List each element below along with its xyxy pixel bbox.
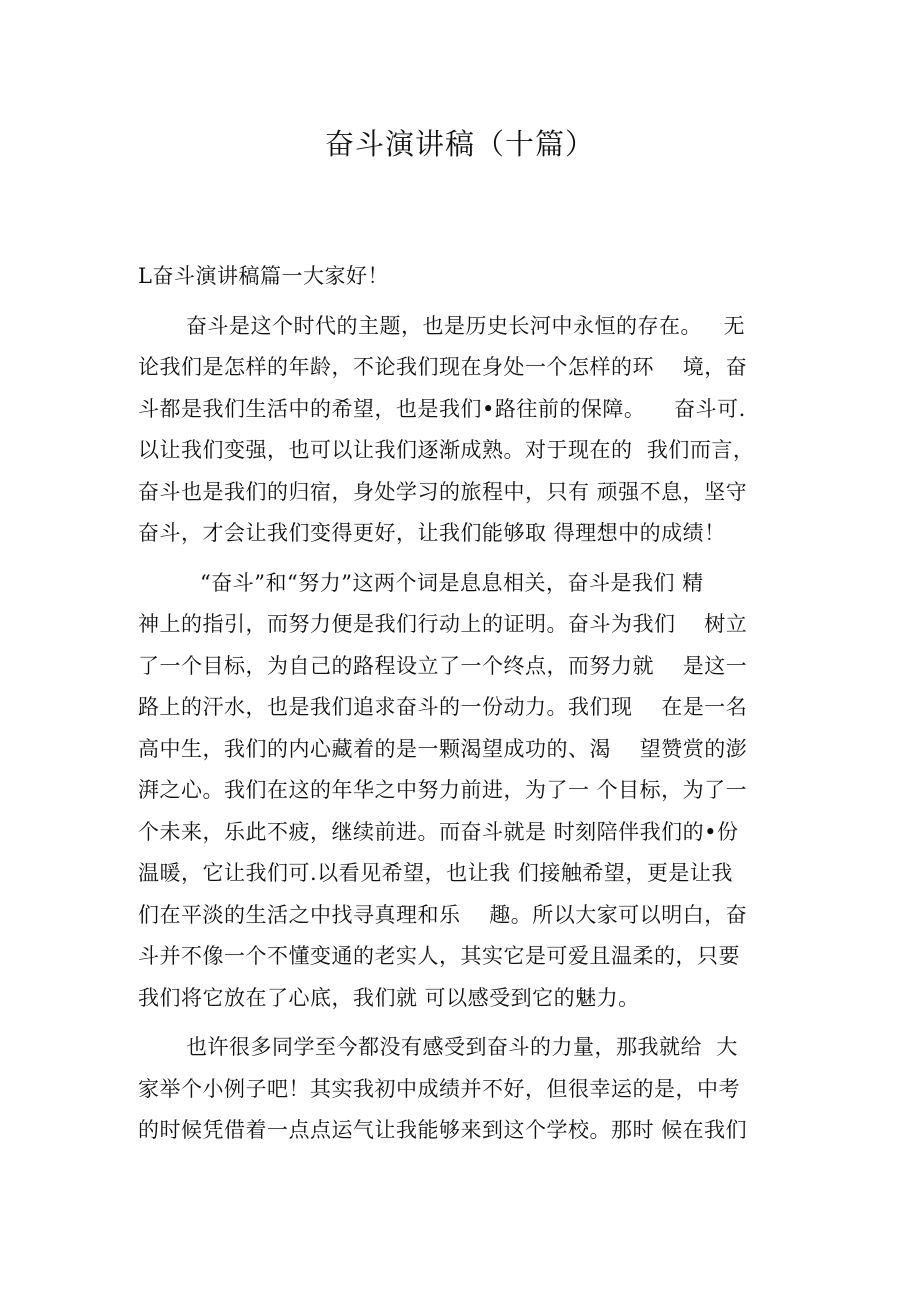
text-line: 高中生，我们的内心藏着的是一颗渴望成功的、渴 望赞赏的澎 xyxy=(138,736,748,761)
text-line: 湃之心。我们在这的年华之中努力前进，为了一 个目标，为了一 xyxy=(138,778,748,802)
text-line: 斗并不像一个不懂变通的老实人，其实它是可爱且温柔的，只要 xyxy=(138,944,740,968)
text-line: 的时候凭借着一点点运气让我能够来到这个学校。那时 候在我们 xyxy=(138,1118,748,1142)
paragraph xyxy=(138,563,798,1020)
text-line: 路上的汗水，也是我们追求奋斗的一份动力。我们现 在是一名 xyxy=(138,695,748,719)
text-line: “奋斗”和“努力”这两个词是息息相关，奋斗是我们 精 xyxy=(200,570,704,595)
document-title: 奋斗演讲稿（十篇） xyxy=(324,127,595,161)
text-line: 了一个目标，为自己的路程设立了一个终点，而努力就 是这一 xyxy=(138,653,748,678)
text-line: 我们将它放在了心底，我们就 可以感受到它的魅力。 xyxy=(138,985,640,1010)
text-line: L奋斗演讲稿篇一大家好！ xyxy=(138,264,389,288)
text-line: 奋斗也是我们的归宿，身处学习的旅程中，只有 顽强不息，坚守 xyxy=(138,479,748,504)
text-line: 以让我们变强，也可以让我们逐渐成熟。对于现在的 我们而言， xyxy=(138,438,755,462)
paragraph-heading xyxy=(138,256,798,298)
paragraph xyxy=(138,306,798,555)
text-line: 奋斗是这个时代的主题，也是历史长河中永恒的存在。 无 xyxy=(186,313,746,338)
text-line: 神上的指引，而努力便是我们行动上的证明。奋斗为我们 树立 xyxy=(138,612,748,636)
text-line: 也许很多同学至今都没有感受到奋斗的力量，那我就给 大 xyxy=(186,1035,738,1059)
text-line: 们在平淡的生活之中找寻真理和乐 趣。所以大家可以明白，奋 xyxy=(138,902,748,927)
text-line: 温暖，它让我们可.以看见希望，也让我 们接触希望，更是让我 xyxy=(138,861,733,885)
paragraph xyxy=(138,1027,798,1152)
text-line: 论我们是怎样的年龄，不论我们现在身处一个怎样的环 境，奋 xyxy=(138,355,748,379)
text-line: 家举个小例子吧！其实我初中成绩并不好，但很幸运的是，中考 xyxy=(138,1076,740,1101)
text-line: 个未来，乐此不疲，继续前进。而奋斗就是 时刻陪伴我们的•份 xyxy=(138,819,739,844)
document-body xyxy=(138,256,798,1152)
text-line: 奋斗，才会让我们变得更好，让我们能够取 得理想中的成绩！ xyxy=(138,521,726,545)
text-line: 斗都是我们生活中的希望，也是我们•路往前的保障。 奋斗可. xyxy=(138,396,746,421)
